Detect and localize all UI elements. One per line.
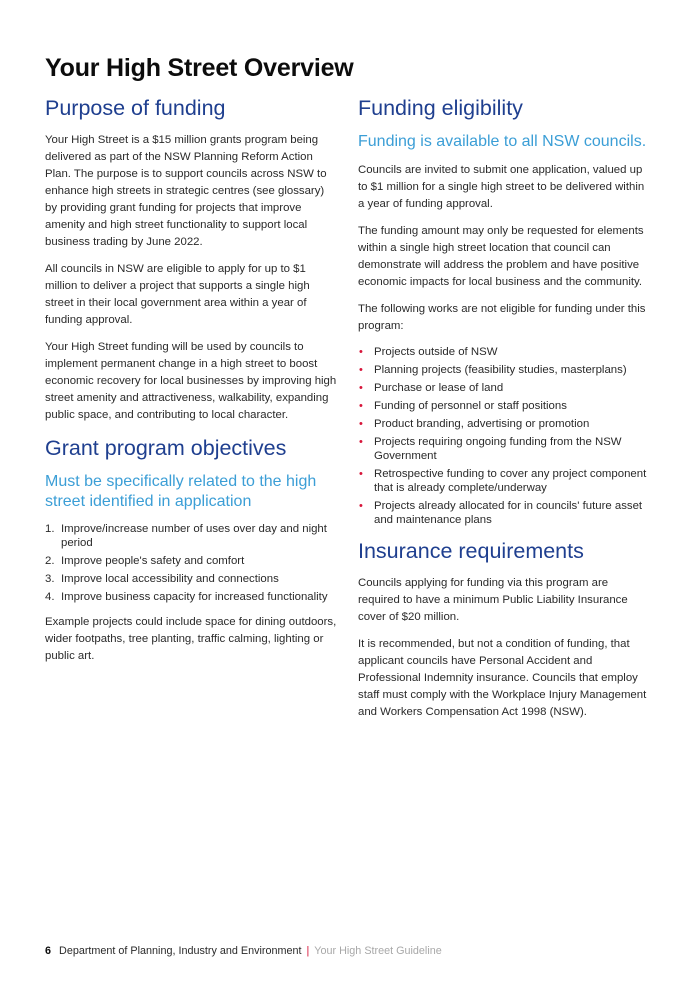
list-item [358, 363, 650, 377]
list-number: 2. [45, 555, 55, 567]
bullet-icon: • [359, 418, 363, 430]
bullet-icon: • [359, 346, 363, 358]
list-number: 1. [45, 523, 55, 535]
list-item-text: Funding of personnel or staff positions [374, 400, 567, 412]
right-column [358, 94, 650, 731]
insurance-paragraph-1: Councils applying for funding via this program are required to have a minimum Public Liability Insurance cover of $20 million. [358, 577, 628, 623]
insurance-heading: Insurance requirements [358, 539, 584, 563]
objectives-heading: Grant program objectives [45, 436, 287, 460]
list-item-text: Improve business capacity for increased functionality [61, 591, 328, 603]
list-item [45, 590, 338, 604]
list-item-text: Planning projects (feasibility studies, masterplans) [374, 364, 627, 376]
list-item [45, 522, 338, 550]
eligibility-heading: Funding eligibility [358, 96, 523, 120]
list-item [358, 381, 650, 395]
page-title: Your High Street Overview [45, 54, 354, 82]
insurance-section [358, 537, 650, 721]
objectives-list [45, 522, 338, 604]
list-item-text: Projects already allocated for in councils' future asset and maintenance plans [374, 500, 643, 526]
list-item [358, 499, 650, 527]
list-item-text: Product branding, advertising or promotion [374, 418, 590, 430]
list-item [358, 345, 650, 359]
list-item-text: Retrospective funding to cover any project component that is already complete/underway [374, 468, 647, 494]
bullet-icon: • [359, 436, 363, 448]
footer-department: Department of Planning, Industry and Environment [59, 945, 302, 957]
list-item [358, 467, 650, 495]
list-number: 3. [45, 573, 55, 585]
list-item [358, 417, 650, 431]
list-item [45, 572, 338, 586]
list-item-text: Improve people's safety and comfort [61, 555, 245, 567]
page-number: 6 [45, 945, 52, 957]
bullet-icon: • [359, 500, 363, 512]
eligibility-section [358, 94, 650, 527]
bullet-icon: • [359, 364, 363, 376]
eligibility-paragraph-1: Councils are invited to submit one application, valued up to $1 million for a single high street to be delivered within a year of funding approval. [358, 164, 645, 210]
list-item-text: Improve local accessibility and connections [61, 573, 279, 585]
eligibility-paragraph-2: The funding amount may only be requested for elements within a single high street location that council can demonstrate will address the problem and have positive economic impacts for local business and the community. [358, 225, 644, 288]
purpose-paragraph-1: Your High Street is a $15 million grants program being delivered as part of the NSW Planning Reform Action Plan. The purpose is to support councils across NSW to enhance high streets in strategic centres (see glossary) by providing grant funding for projects that improve amenity and high street functionality to support local business trading by June 2022. [45, 134, 327, 248]
eligibility-subheading: Funding is available to all NSW councils. [358, 133, 647, 150]
list-number: 4. [45, 591, 55, 603]
ineligible-works-list [358, 345, 650, 527]
bullet-icon: • [359, 400, 363, 412]
insurance-paragraph-2: It is recommended, but not a condition of funding, that applicant councils have Personal Accident and Professional Indemnity insurance. Councils that employ staff must comply with the Workplace Injury Management and Workers Compensation Act 1998 (NSW). [358, 638, 647, 718]
footer-separator: | [306, 945, 310, 957]
list-item-text: Purchase or lease of land [374, 382, 504, 394]
objectives-subheading: Must be specifically related to the high street identified in application [45, 473, 317, 510]
purpose-heading: Purpose of funding [45, 96, 226, 120]
list-item [358, 435, 650, 463]
list-item-text: Projects outside of NSW [374, 346, 498, 358]
list-item-text: Projects requiring ongoing funding from the NSW Government [374, 436, 622, 462]
bullet-icon: • [359, 468, 363, 480]
objectives-section [45, 434, 338, 665]
footer-guideline: Your High Street Guideline [314, 945, 442, 957]
purpose-paragraph-3: Your High Street funding will be used by councils to implement permanent change in a high street to boost economic recovery for local businesses by improving high street amenity and attractiveness, walkability, expanding public space, and contributing to local character. [45, 341, 337, 421]
list-item [45, 554, 338, 568]
purpose-paragraph-2: All councils in NSW are eligible to apply for up to $1 million to deliver a project that supports a single high street in their local government area within a year of funding approval. [45, 263, 310, 326]
eligibility-paragraph-3: The following works are not eligible for funding under this program: [358, 303, 646, 332]
list-item-text: Improve/increase number of uses over day and night period [61, 523, 327, 549]
objectives-closing: Example projects could include space for dining outdoors, wider footpaths, tree planting, traffic calming, lighting or public art. [45, 616, 337, 662]
page-footer [45, 945, 442, 957]
left-column [45, 94, 338, 675]
bullet-icon: • [359, 382, 363, 394]
purpose-section [45, 94, 338, 424]
list-item [358, 399, 650, 413]
